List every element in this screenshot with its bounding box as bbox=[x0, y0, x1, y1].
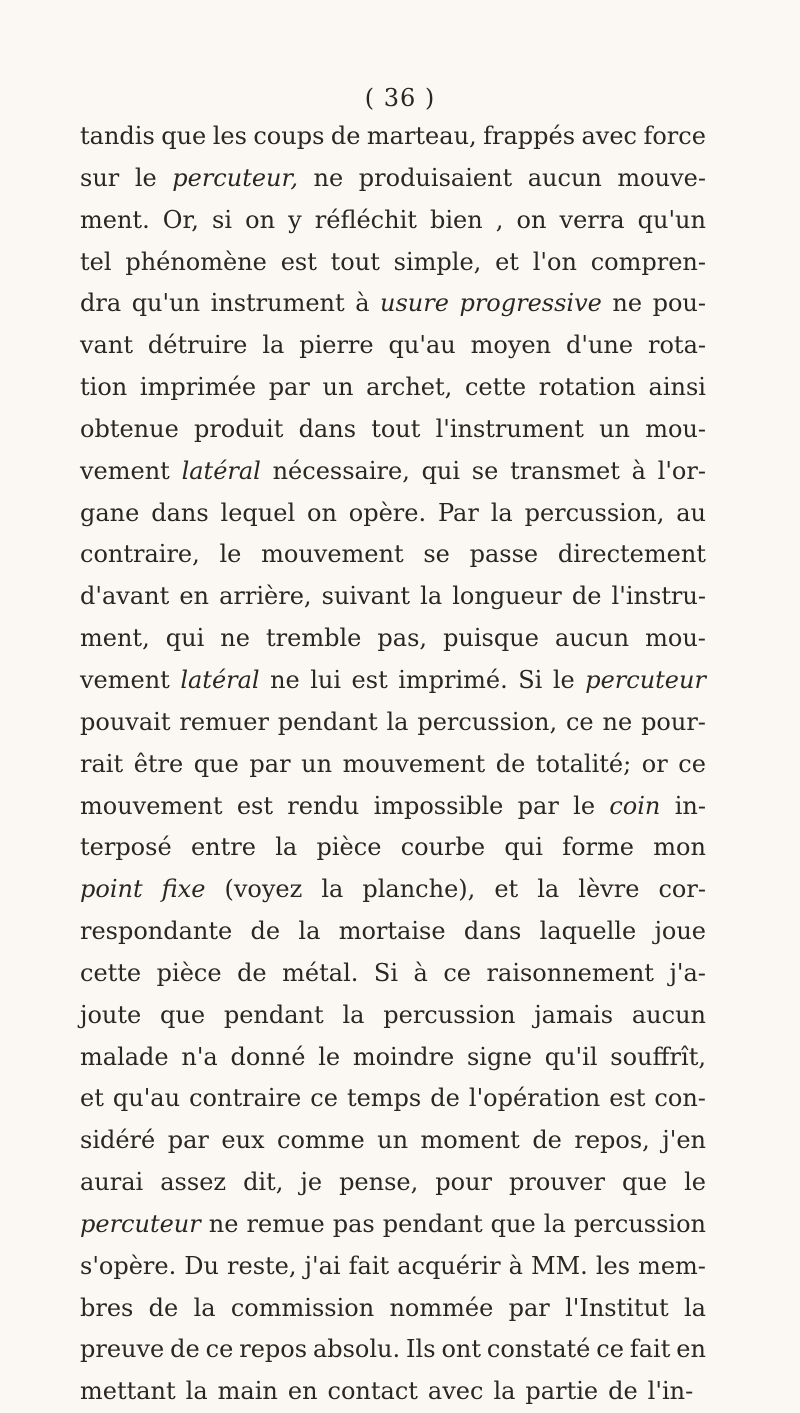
text-line bbox=[80, 1329, 706, 1371]
word: ce bbox=[678, 749, 706, 778]
word: imprimée bbox=[139, 373, 257, 402]
word: en bbox=[676, 1335, 706, 1364]
word: par bbox=[517, 791, 559, 820]
word: la bbox=[490, 498, 513, 527]
word: pièce bbox=[316, 833, 382, 862]
word: les bbox=[595, 1251, 631, 1280]
word: que bbox=[161, 122, 207, 150]
text-line bbox=[80, 702, 706, 744]
word: mouvement bbox=[342, 749, 486, 778]
word: archet, bbox=[366, 373, 453, 402]
word: dra bbox=[80, 289, 122, 318]
word: réfléchit bbox=[314, 205, 417, 234]
word: est bbox=[351, 665, 388, 694]
word: un bbox=[377, 1126, 409, 1155]
text-line bbox=[80, 200, 706, 242]
word: si bbox=[212, 205, 233, 234]
word: ne bbox=[270, 665, 300, 694]
word: dit, bbox=[243, 1168, 284, 1197]
word: vement bbox=[80, 456, 170, 485]
word: qu'au bbox=[388, 331, 456, 360]
word: verra bbox=[559, 205, 625, 234]
word: le bbox=[134, 163, 157, 192]
word: pendant bbox=[223, 1000, 324, 1029]
text-line bbox=[80, 1162, 706, 1204]
word: aucun bbox=[631, 1000, 706, 1029]
text-line bbox=[80, 158, 706, 200]
word: phénomène bbox=[125, 247, 267, 276]
word: (voyez bbox=[224, 875, 303, 904]
text-line bbox=[80, 786, 706, 828]
word: obtenue bbox=[80, 414, 179, 443]
word: suivant bbox=[321, 582, 411, 611]
word: l'instru- bbox=[611, 582, 706, 611]
word: je bbox=[300, 1168, 323, 1197]
word: percussion, bbox=[417, 707, 558, 736]
word: fait bbox=[629, 1335, 671, 1364]
word: en bbox=[287, 1377, 318, 1406]
word: main bbox=[217, 1377, 278, 1406]
word: aurai bbox=[80, 1168, 144, 1197]
word: est bbox=[236, 791, 273, 820]
word: mou- bbox=[645, 624, 706, 653]
word: contraire, bbox=[80, 540, 200, 569]
word: rendu bbox=[287, 791, 360, 820]
word: la bbox=[342, 1000, 365, 1029]
word: cette bbox=[464, 373, 527, 402]
word: produit bbox=[193, 414, 284, 443]
word: sidéré bbox=[80, 1126, 156, 1155]
word: le bbox=[318, 1042, 341, 1071]
word: j'a- bbox=[669, 958, 706, 987]
word: être bbox=[133, 749, 184, 778]
word: de bbox=[608, 1377, 638, 1406]
text-line bbox=[80, 1288, 706, 1330]
word: lequel bbox=[220, 498, 296, 527]
word: ment, bbox=[80, 624, 150, 653]
text-line bbox=[80, 1246, 706, 1288]
italic-word: percuteur, bbox=[172, 163, 298, 192]
word: la bbox=[493, 1377, 516, 1406]
word: bien bbox=[429, 205, 483, 234]
word: pas bbox=[332, 1209, 375, 1238]
word: tout bbox=[371, 414, 421, 443]
italic-word: percuteur bbox=[80, 1209, 201, 1238]
word: pour bbox=[435, 1168, 492, 1197]
word: ne bbox=[602, 707, 633, 736]
text-line bbox=[80, 534, 706, 576]
word: percussion bbox=[573, 1209, 706, 1238]
text-line bbox=[80, 660, 706, 702]
word: contact bbox=[327, 1377, 418, 1406]
word: impossible bbox=[373, 791, 504, 820]
word: l'on bbox=[532, 247, 577, 276]
text-line bbox=[80, 409, 706, 451]
word: la bbox=[543, 1209, 566, 1238]
page-number: ( 36 ) bbox=[364, 84, 436, 112]
word: signe bbox=[466, 1042, 532, 1071]
text-line bbox=[80, 283, 706, 325]
word: pendant bbox=[382, 1209, 483, 1238]
word: pierre bbox=[299, 331, 374, 360]
word: de bbox=[148, 1293, 179, 1322]
word: MM. bbox=[531, 1251, 588, 1280]
word: jamais bbox=[534, 1000, 614, 1029]
word: remuer bbox=[179, 707, 269, 736]
text-line bbox=[80, 1204, 706, 1246]
word: dans bbox=[463, 917, 522, 946]
word: mettant bbox=[80, 1377, 176, 1406]
word: d'une bbox=[566, 331, 634, 360]
text-line bbox=[80, 1120, 706, 1162]
italic-word: fixe bbox=[161, 875, 206, 904]
italic-word: coin bbox=[609, 791, 661, 820]
word: nommée bbox=[389, 1293, 494, 1322]
word: lèvre bbox=[578, 875, 640, 904]
word: au bbox=[676, 498, 706, 527]
word: terposé bbox=[80, 833, 172, 862]
text-line bbox=[80, 953, 706, 995]
italic-word: usure bbox=[380, 289, 449, 318]
word: fait bbox=[348, 1251, 390, 1280]
word: directement bbox=[557, 540, 706, 569]
word: pou- bbox=[652, 289, 706, 318]
word: que bbox=[193, 749, 239, 778]
word: ce bbox=[205, 1335, 234, 1364]
word: lui bbox=[310, 665, 342, 694]
italic-word: point bbox=[80, 875, 143, 904]
word: de bbox=[571, 582, 602, 611]
word: ne bbox=[208, 1209, 239, 1238]
word: et bbox=[494, 875, 519, 904]
word: Si bbox=[373, 958, 399, 987]
word: laquelle bbox=[539, 917, 637, 946]
word: pas, bbox=[377, 624, 428, 653]
word: , bbox=[495, 205, 504, 234]
word: de bbox=[237, 958, 267, 987]
word: à bbox=[413, 958, 428, 987]
word: ce bbox=[443, 958, 472, 987]
word: temps bbox=[346, 1084, 422, 1113]
text-line bbox=[80, 744, 706, 786]
word: respondante bbox=[80, 917, 233, 946]
word: compren- bbox=[590, 247, 706, 276]
word: vant bbox=[80, 331, 133, 360]
word: de bbox=[250, 917, 281, 946]
word: avec bbox=[581, 122, 637, 150]
word: or bbox=[641, 749, 668, 778]
word: y bbox=[288, 205, 302, 234]
word: reste, bbox=[227, 1251, 297, 1280]
text-line bbox=[80, 493, 706, 535]
word: donné bbox=[230, 1042, 306, 1071]
word: de bbox=[170, 1335, 200, 1364]
word: l'Institut bbox=[565, 1293, 669, 1322]
word: malade bbox=[80, 1042, 169, 1071]
word: n'a bbox=[181, 1042, 218, 1071]
word: aucun bbox=[554, 624, 630, 653]
word: joue bbox=[654, 917, 706, 946]
word: mortaise bbox=[338, 917, 446, 946]
word: on bbox=[516, 205, 547, 234]
text-line bbox=[80, 367, 706, 409]
word: Par bbox=[437, 498, 479, 527]
word: la bbox=[420, 582, 443, 611]
text-line bbox=[80, 1078, 706, 1120]
word: on bbox=[245, 205, 276, 234]
word: percussion, bbox=[524, 498, 665, 527]
word: absolu. bbox=[312, 1335, 401, 1364]
word: ce bbox=[596, 1335, 624, 1364]
word: pendant bbox=[277, 707, 378, 736]
word: moyen bbox=[470, 331, 552, 360]
word: s'opère. bbox=[80, 1251, 177, 1280]
word: métal. bbox=[282, 958, 359, 987]
word: produisaient bbox=[358, 163, 513, 192]
text-line bbox=[80, 618, 706, 660]
word: de bbox=[430, 1084, 460, 1113]
word: qu'il bbox=[544, 1042, 598, 1071]
word: pièce bbox=[156, 958, 222, 987]
word: dans bbox=[298, 414, 357, 443]
word: aucun bbox=[527, 163, 602, 192]
word: de bbox=[330, 122, 361, 150]
word: l'in- bbox=[647, 1377, 694, 1406]
word: pense, bbox=[339, 1168, 419, 1197]
word: le bbox=[552, 665, 575, 694]
word: les bbox=[212, 122, 247, 150]
word: qu'un bbox=[637, 205, 706, 234]
word: j'en bbox=[662, 1126, 706, 1155]
word: mouve- bbox=[617, 163, 706, 192]
word: mon bbox=[653, 833, 706, 862]
word: souffrît, bbox=[610, 1042, 706, 1071]
word: commission bbox=[230, 1293, 375, 1322]
text-line bbox=[80, 827, 706, 869]
word: acquérir bbox=[397, 1251, 501, 1280]
word: la bbox=[683, 1293, 706, 1322]
word: in- bbox=[674, 791, 706, 820]
text-line bbox=[80, 576, 706, 618]
word: passe bbox=[469, 540, 539, 569]
word: ce bbox=[565, 707, 594, 736]
word: preuve bbox=[80, 1335, 165, 1364]
word: la bbox=[275, 833, 298, 862]
word: mouvement bbox=[80, 791, 223, 820]
word: le bbox=[684, 1168, 706, 1197]
word: la bbox=[321, 875, 344, 904]
text-line bbox=[80, 911, 706, 953]
word: le bbox=[573, 791, 596, 820]
word: se bbox=[471, 456, 499, 485]
word: cette bbox=[80, 958, 142, 987]
word: j'ai bbox=[304, 1251, 341, 1280]
word: courbe bbox=[400, 833, 486, 862]
word: planche), bbox=[362, 875, 476, 904]
word: eux bbox=[221, 1126, 265, 1155]
word: à bbox=[355, 289, 370, 318]
word: tout bbox=[330, 247, 380, 276]
word: est bbox=[609, 1084, 646, 1113]
word: constaté bbox=[486, 1335, 591, 1364]
word: gane bbox=[80, 498, 140, 527]
word: par bbox=[268, 373, 310, 402]
word: dans bbox=[151, 498, 209, 527]
word: avec bbox=[427, 1377, 484, 1406]
word: simple, bbox=[393, 247, 482, 276]
word: d'avant bbox=[80, 582, 170, 611]
word: frappés bbox=[483, 122, 576, 150]
word: la bbox=[193, 1293, 216, 1322]
text-line bbox=[80, 869, 706, 911]
word: pour- bbox=[641, 707, 706, 736]
word: tremble bbox=[266, 624, 362, 653]
word: qu'au bbox=[112, 1084, 181, 1113]
word: en bbox=[179, 582, 210, 611]
text-line bbox=[80, 995, 706, 1037]
word: moindre bbox=[352, 1042, 455, 1071]
word: un bbox=[322, 373, 354, 402]
word: tandis bbox=[80, 122, 155, 150]
word: la bbox=[298, 917, 321, 946]
word: et bbox=[80, 1084, 104, 1113]
word: Ils bbox=[406, 1335, 436, 1364]
word: de bbox=[495, 749, 526, 778]
word: la bbox=[262, 331, 285, 360]
word: sur bbox=[80, 163, 120, 192]
italic-word: progressive bbox=[459, 289, 602, 318]
word: pouvait bbox=[80, 707, 171, 736]
word: joute bbox=[80, 1000, 142, 1029]
word: ce bbox=[310, 1084, 338, 1113]
word: nécessaire, bbox=[272, 456, 410, 485]
word: con- bbox=[654, 1084, 706, 1113]
word: par bbox=[508, 1293, 550, 1322]
word: le bbox=[219, 540, 242, 569]
text-line bbox=[80, 325, 706, 367]
word: ainsi bbox=[648, 373, 706, 402]
italic-word: percuteur bbox=[585, 665, 706, 694]
text-line bbox=[80, 242, 706, 284]
word: détruire bbox=[147, 331, 248, 360]
word: raisonnement bbox=[486, 958, 654, 987]
word: transmet bbox=[510, 456, 620, 485]
word: par bbox=[249, 749, 291, 778]
word: ne bbox=[313, 163, 344, 192]
word: rota- bbox=[648, 331, 706, 360]
word: entre bbox=[190, 833, 256, 862]
word: se bbox=[423, 540, 450, 569]
word: à bbox=[631, 456, 646, 485]
word: la bbox=[185, 1377, 208, 1406]
word: que bbox=[490, 1209, 536, 1238]
word: la bbox=[537, 875, 560, 904]
word: à bbox=[508, 1251, 523, 1280]
word: remue bbox=[246, 1209, 325, 1238]
word: qui bbox=[504, 833, 543, 862]
word: l'opération bbox=[468, 1084, 601, 1113]
word: totalité; bbox=[535, 749, 632, 778]
word: forme bbox=[562, 833, 634, 862]
word: que bbox=[622, 1168, 668, 1197]
word: contraire bbox=[189, 1084, 302, 1113]
word: assez bbox=[160, 1168, 227, 1197]
word: repos, bbox=[574, 1126, 650, 1155]
text-line bbox=[80, 1371, 706, 1413]
word: vement bbox=[80, 665, 170, 694]
text-line bbox=[80, 1037, 706, 1079]
word: prouver bbox=[509, 1168, 605, 1197]
italic-word: latéral bbox=[180, 665, 260, 694]
word: percussion bbox=[383, 1000, 516, 1029]
word: mou- bbox=[645, 414, 706, 443]
word: partie bbox=[525, 1377, 599, 1406]
word: comme bbox=[277, 1126, 365, 1155]
word: tion bbox=[80, 373, 128, 402]
text-line bbox=[80, 451, 706, 493]
word: instrument bbox=[210, 289, 345, 318]
word: l'instrument bbox=[435, 414, 584, 443]
word: qu'un bbox=[131, 289, 201, 318]
word: la bbox=[386, 707, 409, 736]
word: imprimé. bbox=[398, 665, 508, 694]
word: arrière, bbox=[219, 582, 312, 611]
word: cor- bbox=[658, 875, 706, 904]
word: Si bbox=[518, 665, 543, 694]
word: et bbox=[495, 247, 519, 276]
word: opère. bbox=[348, 498, 427, 527]
word: un bbox=[301, 749, 333, 778]
word: de bbox=[532, 1126, 562, 1155]
word: un bbox=[599, 414, 631, 443]
word: qui bbox=[421, 456, 461, 485]
word: ment. bbox=[80, 205, 150, 234]
word: l'or- bbox=[657, 456, 706, 485]
word: on bbox=[307, 498, 337, 527]
word: force bbox=[643, 122, 706, 150]
word: mem- bbox=[638, 1251, 706, 1280]
word: que bbox=[160, 1000, 206, 1029]
word: repos bbox=[239, 1335, 308, 1364]
word: ne bbox=[220, 624, 250, 653]
word: ont bbox=[441, 1335, 481, 1364]
word: bres bbox=[80, 1293, 134, 1322]
word: puisque bbox=[443, 624, 539, 653]
word: par bbox=[167, 1126, 209, 1155]
word: rait bbox=[80, 749, 124, 778]
word: marteau, bbox=[366, 122, 477, 150]
body-text bbox=[80, 116, 706, 1413]
word: tel bbox=[80, 247, 112, 276]
word: rotation bbox=[538, 373, 636, 402]
word: qui bbox=[165, 624, 205, 653]
word: mouvement bbox=[261, 540, 404, 569]
word: moment bbox=[420, 1126, 520, 1155]
word: est bbox=[280, 247, 317, 276]
word: Or, bbox=[162, 205, 199, 234]
text-line bbox=[80, 116, 706, 158]
word: coups bbox=[253, 122, 325, 150]
italic-word: latéral bbox=[181, 456, 261, 485]
word: ne bbox=[612, 289, 643, 318]
word: longueur bbox=[452, 582, 562, 611]
word: Du bbox=[184, 1251, 219, 1280]
